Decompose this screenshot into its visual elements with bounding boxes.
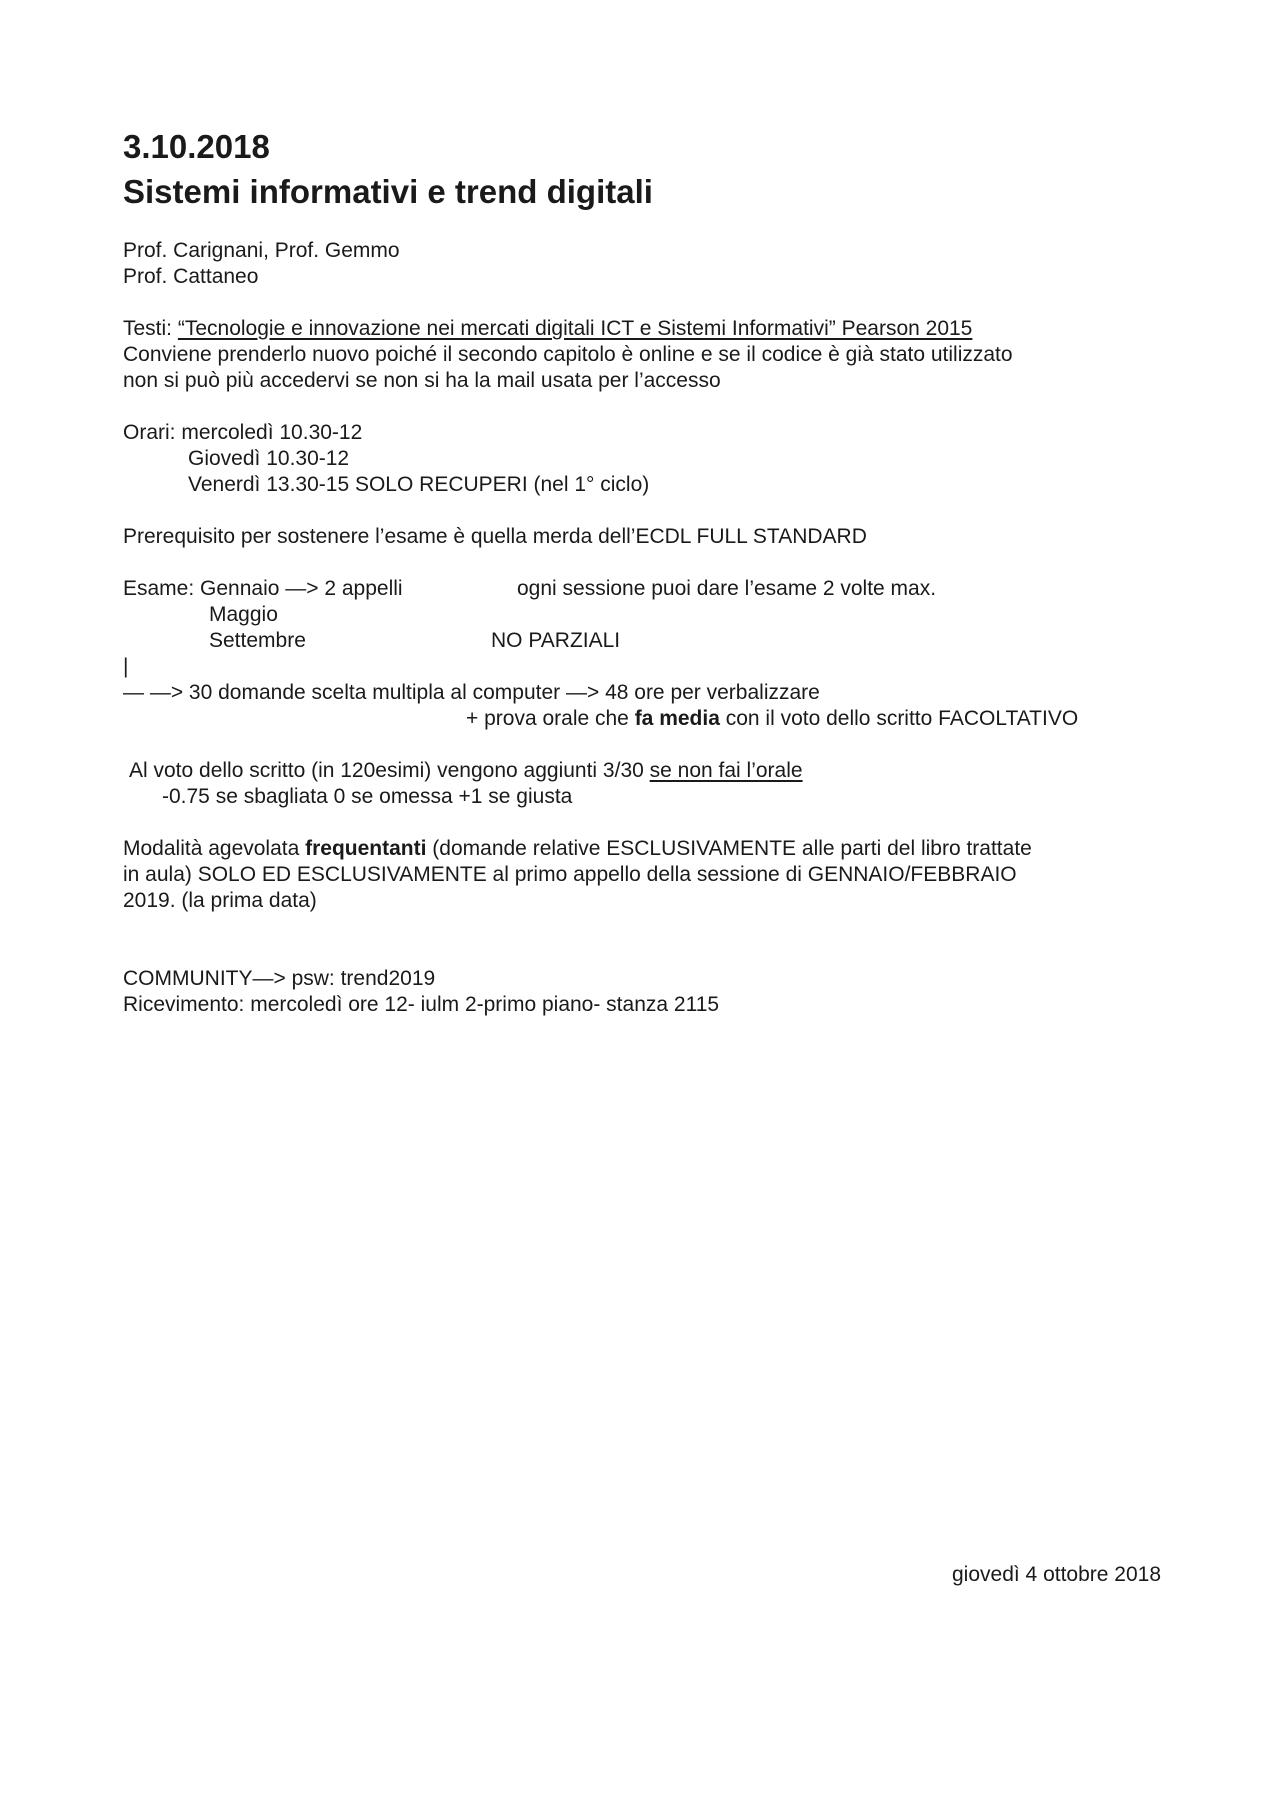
professors-line-1: Prof. Carignani, Prof. Gemmo bbox=[123, 239, 400, 262]
exam-line-3: Settembre bbox=[209, 629, 306, 652]
textbook-line bbox=[123, 316, 972, 342]
attending-suffix: (domande relative ESCLUSIVAMENTE alle parti del libro trattate bbox=[426, 837, 1032, 860]
grading-line-1-prefix: Al voto dello scritto (in 120esimi) vengono aggiunti 3/30 bbox=[129, 759, 650, 782]
oral-exam-bold: fa media bbox=[634, 707, 720, 730]
grading-line-1-underlined: se non fai l’orale bbox=[649, 759, 803, 782]
oral-exam-prefix: + prova orale che bbox=[466, 707, 635, 730]
schedule-line-3: Venerdì 13.30-15 SOLO RECUPERI (nel 1° ciclo) bbox=[188, 473, 650, 496]
course-title-heading: Sistemi informativi e trend digitali bbox=[123, 173, 653, 210]
exam-format-line: — —> 30 domande scelta multipla al computer —> 48 ore per verbalizzare bbox=[123, 681, 820, 704]
note-date-heading: 3.10.2018 bbox=[123, 128, 270, 165]
attending-line-3: 2019. (la prima data) bbox=[123, 889, 317, 912]
attending-prefix: Modalità agevolata bbox=[123, 837, 306, 860]
prerequisite-line: Prerequisito per sostenere l’esame è quella merda dell’ECDL FULL STANDARD bbox=[123, 525, 867, 548]
exam-line-1: Esame: Gennaio —> 2 appelli bbox=[123, 577, 403, 600]
exam-sessions-note: ogni sessione puoi dare l’esame 2 volte max. bbox=[517, 577, 937, 600]
office-hours-line: Ricevimento: mercoledì ore 12- iulm 2-primo piano- stanza 2115 bbox=[123, 993, 720, 1016]
community-line: COMMUNITY—> psw: trend2019 bbox=[123, 967, 436, 990]
textbook-note-line-2: non si può più accedervi se non si ha la mail usata per l’accesso bbox=[123, 369, 721, 392]
attending-line-1 bbox=[123, 836, 1032, 862]
oral-exam-suffix: con il voto dello scritto FACOLTATIVO bbox=[719, 707, 1079, 730]
professors-line-2: Prof. Cattaneo bbox=[123, 265, 259, 288]
oral-exam-line bbox=[466, 706, 1078, 732]
textbook-label: Testi: bbox=[123, 317, 178, 340]
text-cursor-mark: | bbox=[123, 655, 129, 678]
attending-line-2: in aula) SOLO ED ESCLUSIVAMENTE al primo appello della sessione di GENNAIO/FEBBRAIO bbox=[123, 863, 1017, 886]
grading-line-1 bbox=[129, 758, 803, 784]
attending-bold: frequentanti bbox=[305, 837, 427, 860]
textbook-note-line-1: Conviene prenderlo nuovo poiché il secondo capitolo è online e se il codice è già stato utilizzato bbox=[123, 343, 1013, 366]
schedule-line-2: Giovedì 10.30-12 bbox=[188, 447, 350, 470]
footer-date: giovedì 4 ottobre 2018 bbox=[952, 1563, 1161, 1586]
textbook-title: “Tecnologie e innovazione nei mercati digitali ICT e Sistemi Informativi” Pearson 2015 bbox=[177, 317, 973, 340]
no-partials-note: NO PARZIALI bbox=[491, 629, 621, 652]
exam-line-2: Maggio bbox=[209, 603, 278, 626]
schedule-line-1: Orari: mercoledì 10.30-12 bbox=[123, 421, 363, 444]
grading-line-2: -0.75 se sbagliata 0 se omessa +1 se giusta bbox=[162, 785, 573, 808]
